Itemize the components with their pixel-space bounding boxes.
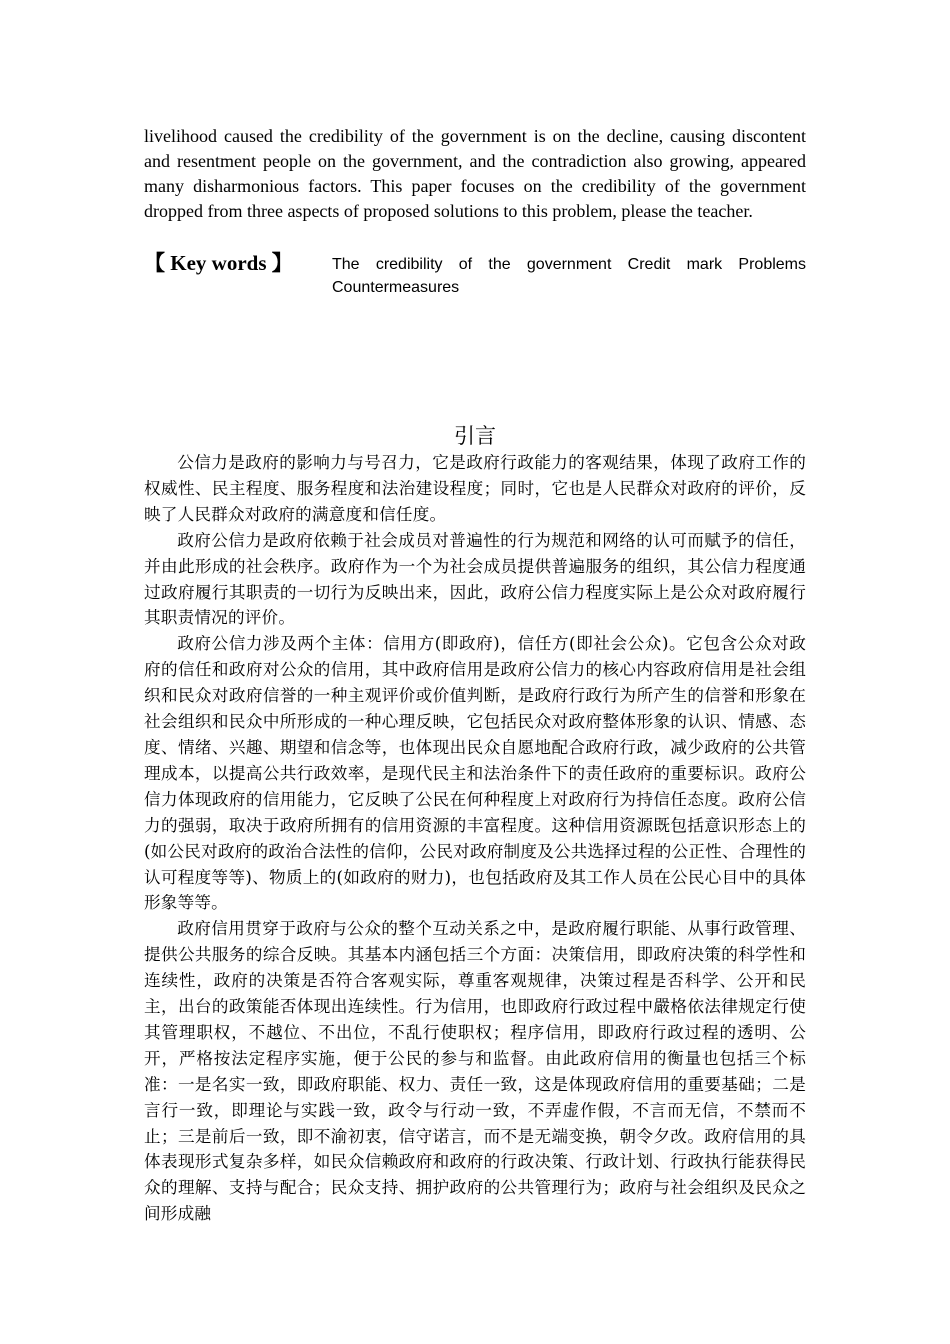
intro-paragraph: 公信力是政府的影响力与号召力，它是政府行政能力的客观结果，体现了政府工作的权威性、民主程度、服务程度和法治建设程度；同时，它也是人民群众对政府的评价，反映了人民群众对政府的满意度和信任度。 [144, 453, 806, 524]
intro-paragraph: 政府公信力涉及两个主体：信用方(即政府)，信任方(即社会公众)。它包含公众对政府的信任和政府对公众的信用，其中政府信用是政府公信力的核心内容政府信用是社会组织和民众对政府信誉的一种主观评价或价值判断，是政府行政行为所产生的信誉和形象在社会组织和民众中所形成的一种心理反映，它包括民众对政府整体形象的认识、情感、态度、情绪、兴趣、期望和信念等，也体现出民众自愿地配合政府行政，减少政府的公共管理成本，以提高公共行政效率，是现代民主和法治条件下的责任政府的重要标识。政府公信力体现政府的信用能力，它反映了公民在何种程度上对政府行为持信任态度。政府公信力的强弱，取决于政府所拥有的信用资源的丰富程度。这种信用资源既包括意识形态上的(如公民对政府的政治合法性的信仰，公民对政府制度及公共选择过程的公正性、合理性的认可程度等等)、物质上的(如政府的财力)，也包括政府及其工作人员在公民心目中的具体形象等等。 [144, 634, 806, 913]
keywords-label: 【 Key words 】 [144, 251, 293, 275]
section-title-introduction: 引言 [454, 424, 496, 448]
intro-paragraph: 政府公信力是政府依赖于社会成员对普遍性的行为规范和网络的认可而赋予的信任，并由此形成的社会秩序。政府作为一个为社会成员提供普遍服务的组织，其公信力程度通过政府履行其职责的一切行为反映出来，因此，政府公信力程度实际上是公众对政府履行其职责情况的评价。 [144, 530, 806, 628]
introduction-body [144, 450, 806, 1227]
keywords-block [144, 250, 806, 300]
keywords-terms-line1: The credibility of the government Credit mark Problems [332, 256, 806, 273]
intro-paragraph: 政府信用贯穿于政府与公众的整个互动关系之中，是政府履行职能、从事行政管理、提供公共服务的综合反映。其基本内涵包括三个方面：决策信用，即政府决策的科学性和连续性，政府的决策是否符合客观实际，尊重客观规律，决策过程是否科学、公开和民主，出台的政策能否体现出连续性。行为信用，也即政府行政过程中嚴格依法律规定行使其管理职权，不越位、不出位，不乱行使职权；程序信用，即政府行政过程的透明、公开，严格按法定程序实施，便于公民的参与和监督。由此政府信用的衡量也包括三个标准：一是名实一致，即政府职能、权力、责任一致，这是体现政府信用的重要基础；二是言行一致，即理论与实践一致，政令与行动一致，不弄虚作假，不言而无信，不禁而不止；三是前后一致，即不渝初衷，信守诺言，而不是无端变换，朝令夕改。政府信用的具体表现形式复杂多样，如民众信赖政府和政府的行政决策、行政计划、行政执行能获得民众的理解、支持与配合；民众支持、拥护政府的公共管理行为；政府与社会组织及民众之间形成融 [144, 919, 806, 1224]
keywords-terms-line2: Countermeasures [332, 279, 460, 296]
english-abstract-text: livelihood caused the credibility of the government is on the decline, causing discontent and resentment people on the government, and the contradiction also growing, appeared many disharmonious factors. This paper focuses on the credibility of the government dropped from three aspects of proposed solutions to this problem, please the teacher. [144, 126, 806, 221]
